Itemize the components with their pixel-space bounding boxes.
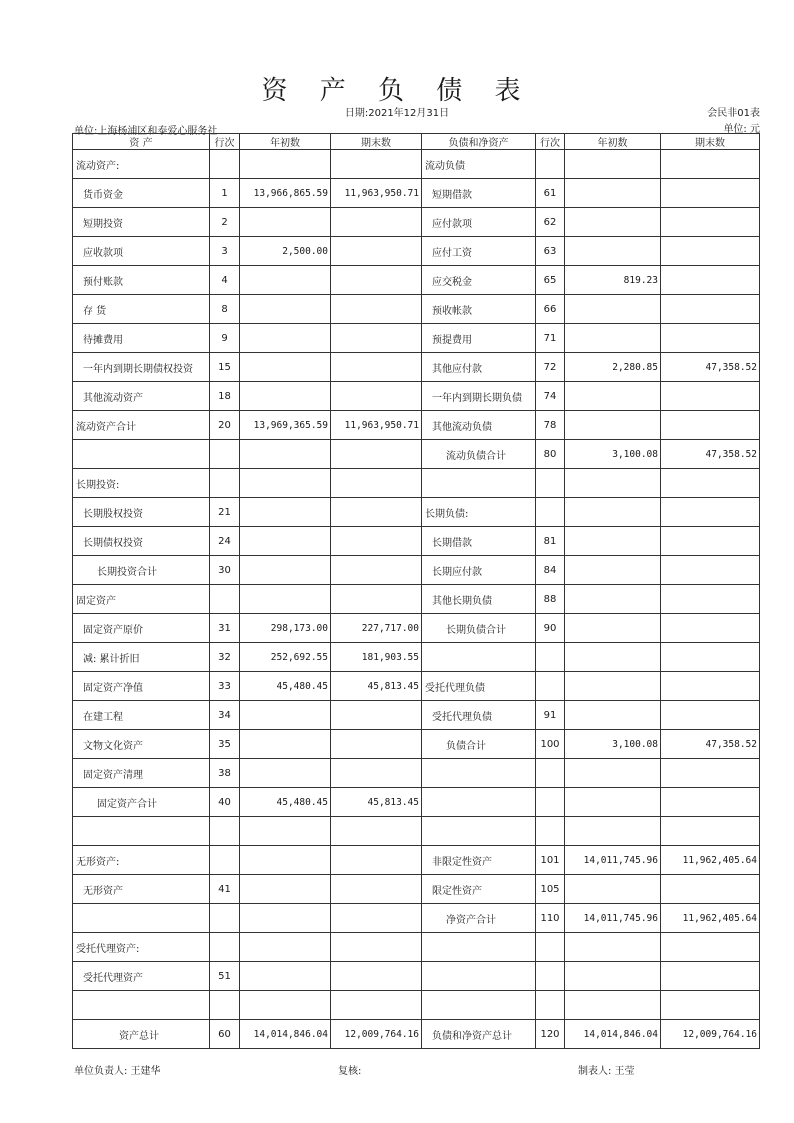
- liability-beginning: [565, 933, 661, 962]
- liability-beginning: 819.23: [565, 266, 661, 295]
- table-row: [73, 701, 760, 730]
- asset-ending: [331, 353, 422, 382]
- liability-beginning: 3,100.08: [565, 730, 661, 759]
- liability-name: 受托代理负债: [422, 672, 536, 701]
- liability-beginning: [565, 614, 661, 643]
- liability-line-no: [536, 788, 565, 817]
- table-row: [73, 730, 760, 759]
- asset-name: [73, 817, 210, 846]
- asset-beginning: [240, 556, 331, 585]
- table-row: [73, 875, 760, 904]
- table-row: [73, 788, 760, 817]
- asset-ending: 181,903.55: [331, 643, 422, 672]
- liability-beginning: [565, 585, 661, 614]
- liability-name: [422, 469, 536, 498]
- asset-line-no: 20: [210, 411, 240, 440]
- asset-line-no: 2: [210, 208, 240, 237]
- liability-beginning: [565, 817, 661, 846]
- liability-beginning: [565, 527, 661, 556]
- asset-beginning: 13,966,865.59: [240, 179, 331, 208]
- asset-beginning: [240, 904, 331, 933]
- asset-name: 无形资产: [73, 875, 210, 904]
- asset-ending: [331, 585, 422, 614]
- table-row: [73, 295, 760, 324]
- liability-ending: 12,009,764.16: [661, 1020, 760, 1049]
- table-row: [73, 672, 760, 701]
- asset-ending: [331, 469, 422, 498]
- liability-ending: [661, 266, 760, 295]
- table-row: [73, 411, 760, 440]
- asset-name: [73, 904, 210, 933]
- asset-ending: [331, 962, 422, 991]
- asset-beginning: [240, 817, 331, 846]
- liability-line-no: 78: [536, 411, 565, 440]
- asset-line-no: 1: [210, 179, 240, 208]
- col-header-liabilities: 负债和净资产: [422, 134, 536, 150]
- table-row: [73, 527, 760, 556]
- liability-ending: 47,358.52: [661, 440, 760, 469]
- liability-line-no: [536, 962, 565, 991]
- asset-line-no: [210, 991, 240, 1020]
- liability-line-no: 90: [536, 614, 565, 643]
- liability-name: 其他应付款: [422, 353, 536, 382]
- asset-line-no: [210, 904, 240, 933]
- liability-line-no: [536, 643, 565, 672]
- asset-beginning: [240, 382, 331, 411]
- asset-name: 长期债权投资: [73, 527, 210, 556]
- asset-beginning: [240, 150, 331, 179]
- asset-line-no: 32: [210, 643, 240, 672]
- table-row: [73, 556, 760, 585]
- table-row: [73, 904, 760, 933]
- table-row: [73, 933, 760, 962]
- col-header-ending: 期末数: [661, 134, 760, 150]
- liability-beginning: [565, 498, 661, 527]
- preparer: 制表人: 王莹: [578, 1066, 635, 1077]
- asset-name: 流动资产合计: [73, 411, 210, 440]
- liability-ending: [661, 875, 760, 904]
- asset-line-no: [210, 469, 240, 498]
- liability-line-no: [536, 759, 565, 788]
- liability-name: 流动负债: [422, 150, 536, 179]
- liability-ending: [661, 643, 760, 672]
- liability-ending: [661, 991, 760, 1020]
- liability-name: 长期应付款: [422, 556, 536, 585]
- asset-name: 其他流动资产: [73, 382, 210, 411]
- asset-ending: 227,717.00: [331, 614, 422, 643]
- asset-line-no: [210, 440, 240, 469]
- liability-beginning: [565, 672, 661, 701]
- liability-name: [422, 991, 536, 1020]
- liability-line-no: 74: [536, 382, 565, 411]
- liability-ending: [661, 469, 760, 498]
- liability-line-no: 84: [536, 556, 565, 585]
- liability-name: 其他流动负债: [422, 411, 536, 440]
- asset-line-no: [210, 150, 240, 179]
- liability-name: [422, 643, 536, 672]
- asset-beginning: 252,692.55: [240, 643, 331, 672]
- liability-ending: 11,962,405.64: [661, 904, 760, 933]
- liability-name: 负债和净资产总计: [422, 1020, 536, 1049]
- liability-beginning: [565, 962, 661, 991]
- asset-name: 长期股权投资: [73, 498, 210, 527]
- liability-line-no: 105: [536, 875, 565, 904]
- asset-ending: [331, 701, 422, 730]
- asset-name: 短期投资: [73, 208, 210, 237]
- liability-name: 受托代理负债: [422, 701, 536, 730]
- asset-beginning: 298,173.00: [240, 614, 331, 643]
- asset-line-no: 24: [210, 527, 240, 556]
- liability-ending: 47,358.52: [661, 730, 760, 759]
- asset-name: 预付账款: [73, 266, 210, 295]
- asset-beginning: [240, 846, 331, 875]
- asset-beginning: [240, 962, 331, 991]
- asset-name: 长期投资:: [73, 469, 210, 498]
- table-row: [73, 759, 760, 788]
- asset-beginning: [240, 933, 331, 962]
- liability-beginning: [565, 382, 661, 411]
- asset-line-no: 40: [210, 788, 240, 817]
- asset-line-no: 8: [210, 295, 240, 324]
- liability-beginning: [565, 759, 661, 788]
- liability-beginning: [565, 179, 661, 208]
- liability-ending: [661, 701, 760, 730]
- form-code: 会民非01表: [707, 108, 760, 119]
- asset-beginning: [240, 701, 331, 730]
- asset-beginning: [240, 353, 331, 382]
- col-header-ending: 期末数: [331, 134, 422, 150]
- liability-line-no: 91: [536, 701, 565, 730]
- report-date: 日期:2021年12月31日: [344, 108, 450, 119]
- liability-ending: [661, 817, 760, 846]
- asset-name: 受托代理资产: [73, 962, 210, 991]
- liability-name: 长期负债合计: [422, 614, 536, 643]
- liability-line-no: 72: [536, 353, 565, 382]
- table-row: [73, 208, 760, 237]
- asset-name: 存 货: [73, 295, 210, 324]
- liability-name: 限定性资产: [422, 875, 536, 904]
- table-row: [73, 353, 760, 382]
- table-row: [73, 991, 760, 1020]
- liability-name: 长期借款: [422, 527, 536, 556]
- liability-ending: [661, 672, 760, 701]
- liability-ending: [661, 295, 760, 324]
- balance-sheet-table: [72, 133, 760, 1049]
- table-row: [73, 179, 760, 208]
- asset-line-no: [210, 817, 240, 846]
- liability-ending: [661, 382, 760, 411]
- asset-ending: [331, 875, 422, 904]
- asset-name: 待摊费用: [73, 324, 210, 353]
- asset-ending: [331, 498, 422, 527]
- asset-line-no: [210, 585, 240, 614]
- liability-name: [422, 759, 536, 788]
- liability-name: 流动负债合计: [422, 440, 536, 469]
- table-row: [73, 1020, 760, 1049]
- asset-beginning: [240, 585, 331, 614]
- asset-line-no: 21: [210, 498, 240, 527]
- asset-beginning: 14,014,846.04: [240, 1020, 331, 1049]
- asset-line-no: 3: [210, 237, 240, 266]
- table-row: [73, 150, 760, 179]
- liability-line-no: 110: [536, 904, 565, 933]
- asset-ending: [331, 324, 422, 353]
- asset-name: 文物文化资产: [73, 730, 210, 759]
- liability-beginning: 14,014,846.04: [565, 1020, 661, 1049]
- liability-beginning: [565, 295, 661, 324]
- liability-line-no: 120: [536, 1020, 565, 1049]
- asset-name: [73, 991, 210, 1020]
- liability-line-no: [536, 672, 565, 701]
- asset-name: 无形资产:: [73, 846, 210, 875]
- asset-name: 在建工程: [73, 701, 210, 730]
- liability-name: 净资产合计: [422, 904, 536, 933]
- liability-ending: [661, 237, 760, 266]
- asset-beginning: [240, 759, 331, 788]
- col-header-line-no: 行次: [210, 134, 240, 150]
- asset-line-no: 15: [210, 353, 240, 382]
- asset-line-no: 9: [210, 324, 240, 353]
- liability-line-no: 63: [536, 237, 565, 266]
- table-row: [73, 498, 760, 527]
- col-header-line-no: 行次: [536, 134, 565, 150]
- liability-beginning: [565, 875, 661, 904]
- table-row: [73, 440, 760, 469]
- asset-line-no: 51: [210, 962, 240, 991]
- col-header-assets: 资 产: [73, 134, 210, 150]
- asset-name: 货币资金: [73, 179, 210, 208]
- asset-name: 一年内到期长期债权投资: [73, 353, 210, 382]
- liability-name: 应交税金: [422, 266, 536, 295]
- asset-line-no: 34: [210, 701, 240, 730]
- liability-line-no: 65: [536, 266, 565, 295]
- liability-beginning: [565, 411, 661, 440]
- liability-ending: 47,358.52: [661, 353, 760, 382]
- liability-ending: [661, 208, 760, 237]
- liability-beginning: [565, 150, 661, 179]
- asset-name: 固定资产: [73, 585, 210, 614]
- liability-name: 负债合计: [422, 730, 536, 759]
- liability-name: 长期负债:: [422, 498, 536, 527]
- liability-beginning: [565, 324, 661, 353]
- asset-ending: 45,813.45: [331, 672, 422, 701]
- liability-beginning: 2,280.85: [565, 353, 661, 382]
- liability-beginning: [565, 991, 661, 1020]
- asset-ending: [331, 295, 422, 324]
- asset-line-no: 38: [210, 759, 240, 788]
- liability-line-no: 62: [536, 208, 565, 237]
- asset-ending: [331, 556, 422, 585]
- report-title: 资 产 负 债 表: [261, 76, 533, 106]
- liability-name: 应付款项: [422, 208, 536, 237]
- liability-beginning: 14,011,745.96: [565, 904, 661, 933]
- asset-name: 资产总计: [73, 1020, 210, 1049]
- asset-ending: [331, 266, 422, 295]
- liability-ending: [661, 614, 760, 643]
- liability-line-no: 101: [536, 846, 565, 875]
- liability-name: 一年内到期长期负债: [422, 382, 536, 411]
- asset-beginning: [240, 208, 331, 237]
- asset-line-no: [210, 933, 240, 962]
- liability-name: [422, 933, 536, 962]
- table-row: [73, 614, 760, 643]
- asset-name: 减: 累计折旧: [73, 643, 210, 672]
- liability-beginning: 14,011,745.96: [565, 846, 661, 875]
- asset-beginning: [240, 324, 331, 353]
- asset-ending: [331, 991, 422, 1020]
- liability-name: 短期借款: [422, 179, 536, 208]
- table-row: [73, 266, 760, 295]
- asset-beginning: [240, 266, 331, 295]
- asset-name: 应收款项: [73, 237, 210, 266]
- asset-line-no: 31: [210, 614, 240, 643]
- asset-beginning: [240, 730, 331, 759]
- asset-ending: [331, 904, 422, 933]
- asset-ending: [331, 382, 422, 411]
- liability-beginning: 3,100.08: [565, 440, 661, 469]
- liability-line-no: [536, 150, 565, 179]
- asset-beginning: 45,480.45: [240, 672, 331, 701]
- asset-ending: [331, 933, 422, 962]
- reviewer: 复核:: [338, 1066, 362, 1077]
- liability-ending: [661, 498, 760, 527]
- table-header-row: [73, 134, 760, 150]
- liability-beginning: [565, 643, 661, 672]
- currency-unit: 单位: 元: [723, 124, 760, 135]
- asset-ending: [331, 150, 422, 179]
- asset-name: 流动资产:: [73, 150, 210, 179]
- asset-ending: 45,813.45: [331, 788, 422, 817]
- table-row: [73, 324, 760, 353]
- asset-line-no: 18: [210, 382, 240, 411]
- asset-line-no: [210, 846, 240, 875]
- asset-beginning: [240, 498, 331, 527]
- col-header-beginning: 年初数: [240, 134, 331, 150]
- liability-line-no: [536, 991, 565, 1020]
- organization-name: 单位:上海杨浦区和泰爱心服务社: [74, 126, 218, 137]
- liability-line-no: 80: [536, 440, 565, 469]
- liability-ending: [661, 933, 760, 962]
- table-row: [73, 382, 760, 411]
- liability-name: 其他长期负债: [422, 585, 536, 614]
- asset-ending: 11,963,950.71: [331, 179, 422, 208]
- asset-ending: 12,009,764.16: [331, 1020, 422, 1049]
- asset-line-no: 4: [210, 266, 240, 295]
- liability-ending: [661, 585, 760, 614]
- liability-ending: [661, 324, 760, 353]
- liability-name: [422, 817, 536, 846]
- asset-beginning: 2,500.00: [240, 237, 331, 266]
- liability-ending: [661, 788, 760, 817]
- asset-beginning: 45,480.45: [240, 788, 331, 817]
- asset-name: 固定资产合计: [73, 788, 210, 817]
- liability-name: 非限定性资产: [422, 846, 536, 875]
- asset-ending: [331, 730, 422, 759]
- liability-ending: [661, 962, 760, 991]
- asset-ending: [331, 208, 422, 237]
- asset-name: 固定资产清理: [73, 759, 210, 788]
- asset-ending: 11,963,950.71: [331, 411, 422, 440]
- table-row: [73, 817, 760, 846]
- liability-line-no: 81: [536, 527, 565, 556]
- asset-beginning: 13,969,365.59: [240, 411, 331, 440]
- liability-line-no: [536, 498, 565, 527]
- asset-beginning: [240, 875, 331, 904]
- asset-beginning: [240, 991, 331, 1020]
- liability-line-no: [536, 933, 565, 962]
- table-row: [73, 469, 760, 498]
- liability-ending: [661, 759, 760, 788]
- asset-line-no: 41: [210, 875, 240, 904]
- asset-name: [73, 440, 210, 469]
- table-row: [73, 585, 760, 614]
- asset-name: 固定资产原价: [73, 614, 210, 643]
- liability-line-no: 100: [536, 730, 565, 759]
- liability-beginning: [565, 556, 661, 585]
- asset-line-no: 30: [210, 556, 240, 585]
- liability-line-no: [536, 817, 565, 846]
- liability-line-no: 61: [536, 179, 565, 208]
- liability-beginning: [565, 208, 661, 237]
- liability-ending: [661, 179, 760, 208]
- liability-beginning: [565, 469, 661, 498]
- liability-name: 预提费用: [422, 324, 536, 353]
- liability-name: [422, 962, 536, 991]
- responsible-person: 单位负责人: 王建华: [74, 1066, 161, 1077]
- asset-beginning: [240, 527, 331, 556]
- liability-name: 预收帐款: [422, 295, 536, 324]
- liability-ending: 11,962,405.64: [661, 846, 760, 875]
- asset-ending: [331, 440, 422, 469]
- liability-ending: [661, 556, 760, 585]
- liability-beginning: [565, 237, 661, 266]
- liability-beginning: [565, 788, 661, 817]
- liability-line-no: 88: [536, 585, 565, 614]
- asset-line-no: 35: [210, 730, 240, 759]
- liability-line-no: 71: [536, 324, 565, 353]
- asset-line-no: 60: [210, 1020, 240, 1049]
- table-body: [73, 150, 760, 1049]
- asset-beginning: [240, 469, 331, 498]
- asset-name: 受托代理资产:: [73, 933, 210, 962]
- asset-ending: [331, 759, 422, 788]
- liability-name: [422, 788, 536, 817]
- liability-ending: [661, 527, 760, 556]
- table-row: [73, 237, 760, 266]
- asset-ending: [331, 846, 422, 875]
- liability-line-no: 66: [536, 295, 565, 324]
- asset-ending: [331, 817, 422, 846]
- col-header-beginning: 年初数: [565, 134, 661, 150]
- liability-name: 应付工资: [422, 237, 536, 266]
- liability-ending: [661, 411, 760, 440]
- asset-line-no: 33: [210, 672, 240, 701]
- liability-beginning: [565, 701, 661, 730]
- table-row: [73, 643, 760, 672]
- table-row: [73, 846, 760, 875]
- asset-beginning: [240, 440, 331, 469]
- asset-beginning: [240, 295, 331, 324]
- table-row: [73, 962, 760, 991]
- liability-ending: [661, 150, 760, 179]
- liability-line-no: [536, 469, 565, 498]
- asset-name: 长期投资合计: [73, 556, 210, 585]
- asset-ending: [331, 527, 422, 556]
- asset-name: 固定资产净值: [73, 672, 210, 701]
- asset-ending: [331, 237, 422, 266]
